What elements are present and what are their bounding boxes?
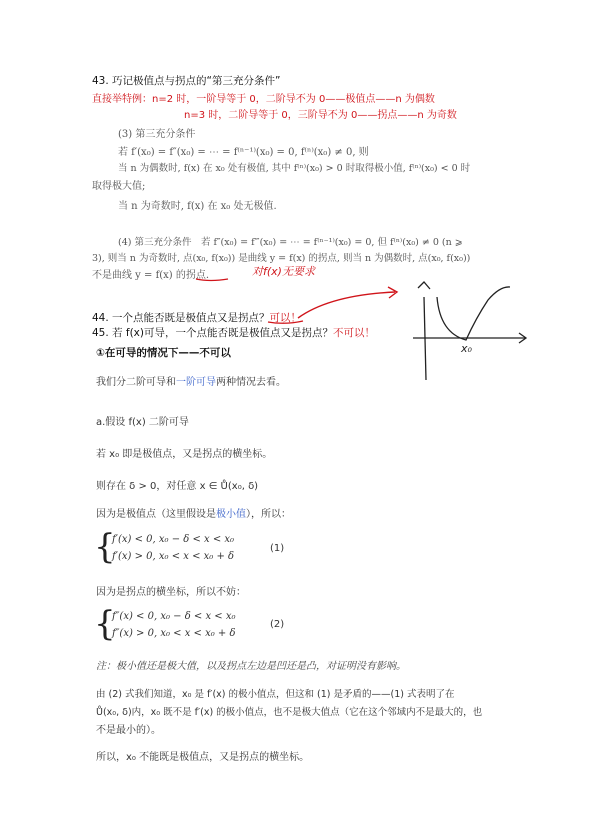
q44-answer: 可以！ (269, 312, 302, 324)
brace-1: { (94, 527, 116, 567)
note: 注：极小值还是极大值，以及拐点左边是凹还是凸，对证明没有影响。 (96, 661, 406, 672)
link-first-derivative[interactable]: 一阶可导 (176, 377, 216, 388)
para-5-line2: Ů(x₀, δ)内，x₀ 既不是 f′(x) 的极小值点，也不是极大值点（它在这个邻域内不是最大的，也 (96, 707, 483, 718)
graph-y-arrow (418, 282, 430, 289)
link-minimum[interactable]: 极小值 (216, 509, 246, 520)
q43-title: 43. 巧记极值点与拐点的“第三充分条件” (92, 75, 281, 87)
sys2-tag: (2) (270, 619, 285, 630)
underline-answer-stroke (268, 321, 303, 323)
scan-b-line1: (4) 第三充分条件 若 f″(x₀) = f‴(x₀) = ⋯ = f⁽ⁿ⁻¹⁾(x₀) = 0, 但 f⁽ⁿ⁾(x₀) ≠ 0 (n ⩾ (118, 237, 463, 248)
graph-x0-label: x₀ (461, 342, 472, 355)
para-5-line1: 由 (2) 式我们知道，x₀ 是 f′(x) 的极小值点，但这和 (1) 是矛盾的——(1) 式表明了在 (96, 689, 455, 700)
q45-answer: 不可以！ (332, 327, 375, 339)
handwritten-note: 对f(x)无要求 (252, 265, 315, 278)
q45-text: 45. 若 f(x)可导，一个点能否既是极值点又是拐点？不可以！ (92, 327, 375, 339)
scan-a-line4: 当 n 为奇数时, f(x) 在 x₀ 处无极值. (118, 201, 277, 212)
q44-text: 44. 一个点能否既是极值点又是拐点？可以！ (92, 312, 302, 324)
scan-a-line2: 当 n 为偶数时, f(x) 在 x₀ 处有极值, 其中 f⁽ⁿ⁾(x₀) > 0 时取得极小值, f⁽ⁿ⁾(x₀) < 0 时 (118, 163, 471, 174)
underline-stroke (196, 279, 228, 281)
section-intro: 我们分二阶可导和一阶可导两种情况去看。 (96, 377, 286, 388)
q43-example-1: 直接举特例：n=2 时，一阶导等于 0，二阶导不为 0——极值点——n 为偶数 (92, 94, 435, 105)
q43-example-2: n=3 时，二阶导等于 0，三阶导不为 0——拐点——n 为奇数 (184, 110, 457, 121)
brace-2: { (94, 604, 116, 644)
sys2-line1: f″(x) < 0, x₀ − δ < x < x₀ (112, 611, 236, 622)
sys2-line2: f″(x) > 0, x₀ < x < x₀ + δ (112, 628, 236, 639)
case-a: a.假设 f(x) 二阶可导 (96, 417, 189, 428)
arrow-stroke (298, 292, 395, 318)
conclusion: 所以，x₀ 不能既是极值点，又是拐点的横坐标。 (96, 752, 310, 763)
para-5-line3: 不是最小的）。 (96, 725, 161, 736)
scan-a-line3: 取得极大值; (92, 181, 146, 192)
scan-a-heading: (3) 第三充分条件 (118, 129, 196, 140)
scan-b-line2: 3), 则当 n 为奇数时, 点(x₀, f(x₀)) 是曲线 y = f(x) 的拐点, 则当 n 为偶数时, 点(x₀, f(x₀)) (92, 253, 471, 264)
para-4: 因为是拐点的横坐标，所以不妨： (96, 587, 246, 598)
para-3: 因为是极值点（这里假设是极小值），所以： (96, 509, 291, 520)
para-1: 若 x₀ 即是极值点，又是拐点的横坐标。 (96, 449, 273, 460)
sys1-line2: f′(x) > 0, x₀ < x < x₀ + δ (112, 551, 235, 562)
para-2: 则存在 δ > 0，对任意 x ∈ Ů(x₀, δ) (96, 481, 259, 492)
section-heading: ①在可导的情况下——不可以 (96, 347, 231, 359)
sys1-line1: f′(x) < 0, x₀ − δ < x < x₀ (112, 534, 235, 545)
scan-b-line3: 不是曲线 y = f(x) 的拐点. (92, 270, 210, 281)
scan-a-line1: 若 f′(x₀) = f″(x₀) = ⋯ = f⁽ⁿ⁻¹⁾(x₀) = 0, f⁽ⁿ⁾(x₀) ≠ 0, 则 (118, 147, 369, 158)
sys1-tag: (1) (270, 543, 285, 554)
graph-curve (437, 287, 510, 340)
